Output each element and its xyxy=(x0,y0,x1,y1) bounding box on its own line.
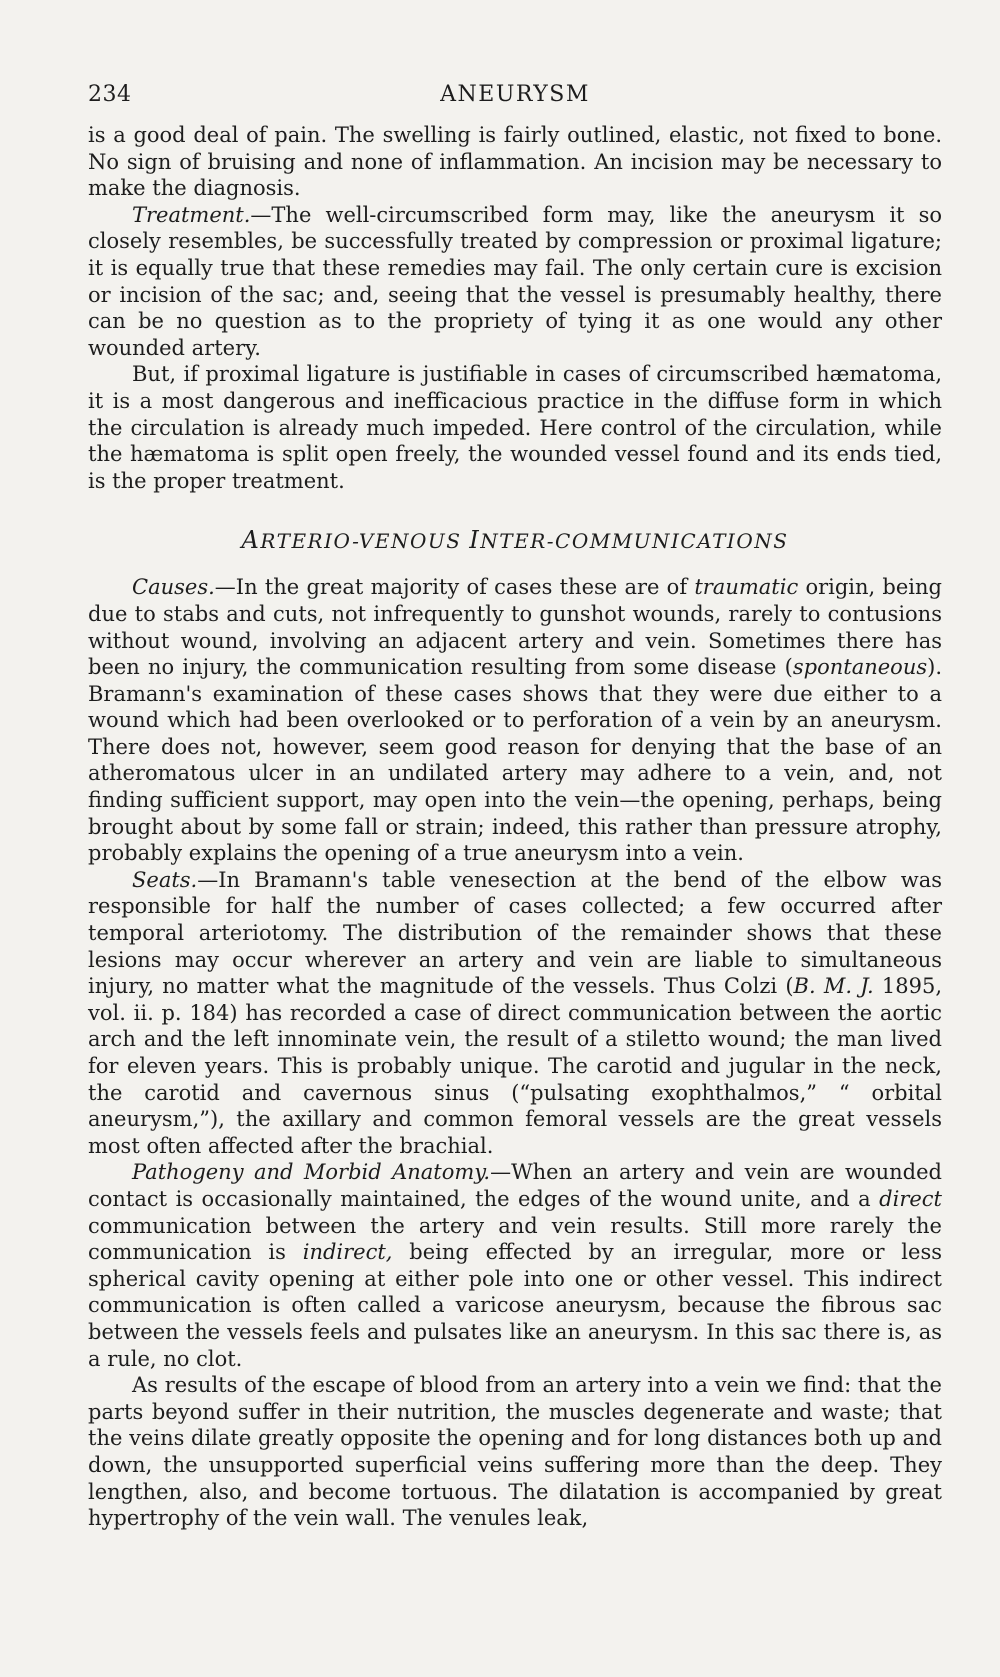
heading-rest-a: RTERIO-VENOUS xyxy=(260,529,470,554)
results-paragraph xyxy=(88,1372,942,1532)
pathogeny-emphasis-direct: direct xyxy=(879,1186,942,1211)
continuation-text: is a good deal of pain. The swelling is fairly outlined, elastic, not fixed to bone. No sign of bruising and none of inflammation. An incision may be necessary to make the diagnosis. xyxy=(88,123,942,201)
seats-paragraph xyxy=(88,867,942,1160)
pathogeny-text-2: communication between the artery and vein results. Still more rarely the communication is xyxy=(88,1213,942,1265)
page-title: ANEURYSM xyxy=(440,82,590,107)
heading-initial-a: A xyxy=(241,526,261,555)
pathogeny-emphasis-indirect: indirect, xyxy=(302,1240,393,1265)
causes-text-1: —In the great majority of cases these are of xyxy=(214,575,695,600)
ligature-paragraph xyxy=(88,361,942,494)
causes-paragraph xyxy=(88,574,942,867)
pathogeny-paragraph xyxy=(88,1159,942,1372)
pathogeny-text-1: —When an artery and vein are wounded contact is occasionally maintained, the edges of the wound unite, and a xyxy=(88,1160,942,1211)
seats-text-2: 1895, vol. ii. p. 184) has recorded a case of direct communication between the aortic arch and the left innominate vein, the result of a stiletto wound; the man lived for eleven years. This is probably unique. The carotid and jugular in the neck, the carotid and cavernous sinus (“pulsating exophthalmos,” “ orbital aneurysm,”), the axillary and common femoral vessels are the great vessels most often affected after the brachial. xyxy=(88,974,942,1158)
causes-emphasis-traumatic: traumatic xyxy=(694,575,799,600)
treatment-lead: Treatment. xyxy=(132,202,251,227)
causes-lead: Causes. xyxy=(132,575,215,600)
seats-lead: Seats. xyxy=(132,867,198,892)
treatment-text: —The well-circumscribed form may, like the aneurysm it so closely resembles, be successfully treated by compression or proximal ligature; it is equally true that these remedies may fail. The only certain cure is excision or incision of the sac; and, seeing that the vessel is presumably healthy, there can be no question as to the propriety of tying it as one would any other wounded artery. xyxy=(88,202,942,360)
body-text xyxy=(88,122,942,1532)
pathogeny-lead: Pathogeny and Morbid Anatomy. xyxy=(132,1160,491,1185)
seats-text-1: —In Bramann's table venesection at the bend of the elbow was responsible for half the number of cases collected; a few occurred after temporal arteriotomy. The distribution of the remainder shows that these lesions may occur wherever an artery and vein are liable to simultaneous injury, no matter what the magnitude of the vessels. Thus Colzi ( xyxy=(88,867,942,999)
ligature-text: But, if proximal ligature is justifiable in cases of circumscribed hæmatoma, it is a most dangerous and inefficacious practice in the diffuse form in which the circulation is already much impeded. Here control of the circulation, while the hæmatoma is split open freely, the wounded vessel found and its ends tied, is the proper treatment. xyxy=(88,362,942,493)
causes-text-3: ). Bramann's examination of these cases shows that they were due either to a wound which had been overlooked or to perforation of a vein by an aneurysm. There does not, however, seem good reason for denying that the base of an atheromatous ulcer in an undilated artery may adhere to a vein, and, not finding sufficient support, may open into the vein—the opening, perhaps, being brought about by some fall or strain; indeed, this rather than pressure atrophy, probably explains the opening of a true aneurysm into a vein. xyxy=(88,655,942,866)
running-head xyxy=(88,82,942,122)
treatment-paragraph xyxy=(88,202,942,362)
heading-initial-i: I xyxy=(469,526,481,555)
continuation-paragraph xyxy=(88,122,942,202)
results-text: As results of the escape of blood from an artery into a vein we find: that the parts beyond suffer in their nutrition, the muscles degenerate and waste; that the veins dilate greatly opposite the opening and for long distances both up and down, the unsupported superficial veins suffering more than the deep. They lengthen, also, and become tortuous. The dilatation is accompanied by great hypertrophy of the vein wall. The venules leak, xyxy=(88,1373,942,1531)
causes-text-2: origin, being due to stabs and cuts, not infrequently to gunshot wounds, rarely to contusions without wound, involving an adjacent artery and vein. Sometimes there has been no injury, the communication resulting from some disease ( xyxy=(88,575,942,680)
pathogeny-text-3: being effected by an irregular, more or less spherical cavity opening at either pole into one or other vessel. This indirect communication is often called a varicose aneurysm, because the fibrous sac between the vessels feels and pulsates like an aneurysm. In this sac there is, as a rule, no clot. xyxy=(88,1240,942,1371)
section-heading xyxy=(88,526,942,554)
heading-rest-i: NTER-COMMUNICATIONS xyxy=(480,529,789,554)
page-number: 234 xyxy=(88,82,132,107)
seats-citation: B. M. J. xyxy=(793,974,874,999)
causes-emphasis-spontaneous: spontaneous xyxy=(792,655,928,680)
